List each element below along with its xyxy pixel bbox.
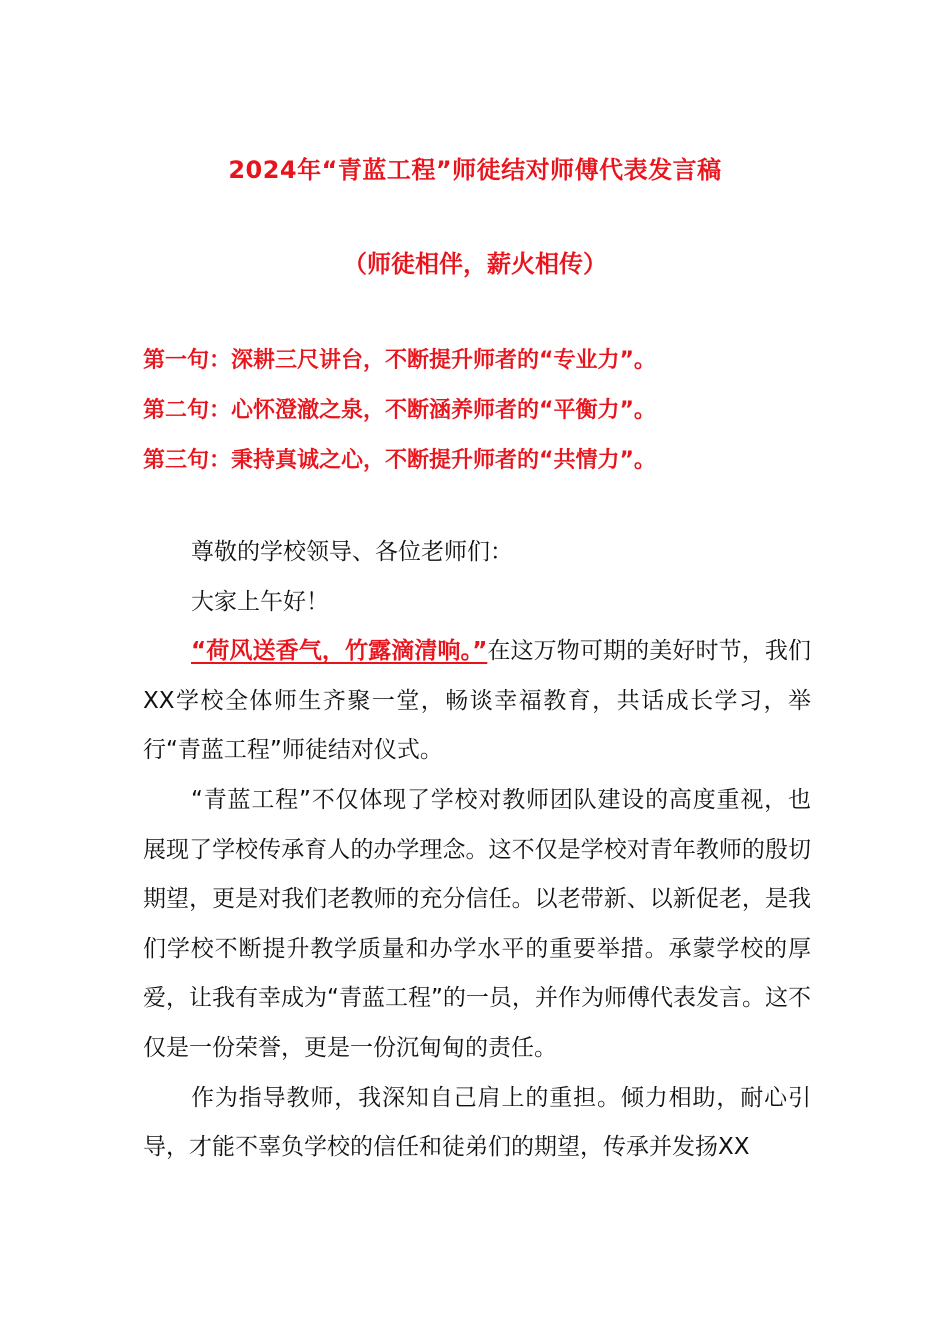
paragraph-program: “青蓝工程”不仅体现了学校对教师团队建设的高度重视，也展现了学校传承育人的办学理念。这不仅是学校对青年教师的殷切期望，更是对我们老教师的充分信任。以老带新、以新促老，是我们学校不断提升教学质量和办学水平的重要举措。承蒙学校的厚爱，让我有幸成为“青蓝工程”的一员，并作为师傅代表发言。这不仅是一份荣誉，更是一份沉甸甸的责任。 xyxy=(143,786,811,1061)
document-title: 2024年“青蓝工程”师徒结对师傅代表发言稿 xyxy=(228,156,722,184)
paragraph-opening-text: 在这万物可期的美好时节，我们XX学校全体师生齐聚一堂，畅谈幸福教育，共话成长学习，举行“青蓝工程”师徒结对仪式。 xyxy=(143,638,812,764)
document-subtitle: （师徒相伴，薪火相传） xyxy=(343,250,607,278)
salutation: 尊敬的学校领导、各位老师们： xyxy=(191,539,513,565)
key-points-list xyxy=(143,336,823,486)
paragraph-mentor-duty: 作为指导教师，我深知自己肩上的重担。倾力相助，耐心引导，才能不辜负学校的信任和徒弟们的期望，传承并发扬XX xyxy=(143,1084,811,1161)
paragraph-opening xyxy=(143,627,811,776)
key-point-1: 第一句：深耕三尺讲台，不断提升师者的“专业力”。 xyxy=(143,348,656,373)
speech-body xyxy=(143,528,811,1173)
greeting-line: 大家上午好！ xyxy=(191,588,329,615)
key-point-3: 第三句：秉持真诚之心，不断提升师者的“共情力”。 xyxy=(143,448,656,473)
key-point-2: 第二句：心怀澄澈之泉，不断涵养师者的“平衡力”。 xyxy=(143,398,656,423)
poem-quote: “荷风送香气，竹露滴清响。” xyxy=(191,638,488,665)
